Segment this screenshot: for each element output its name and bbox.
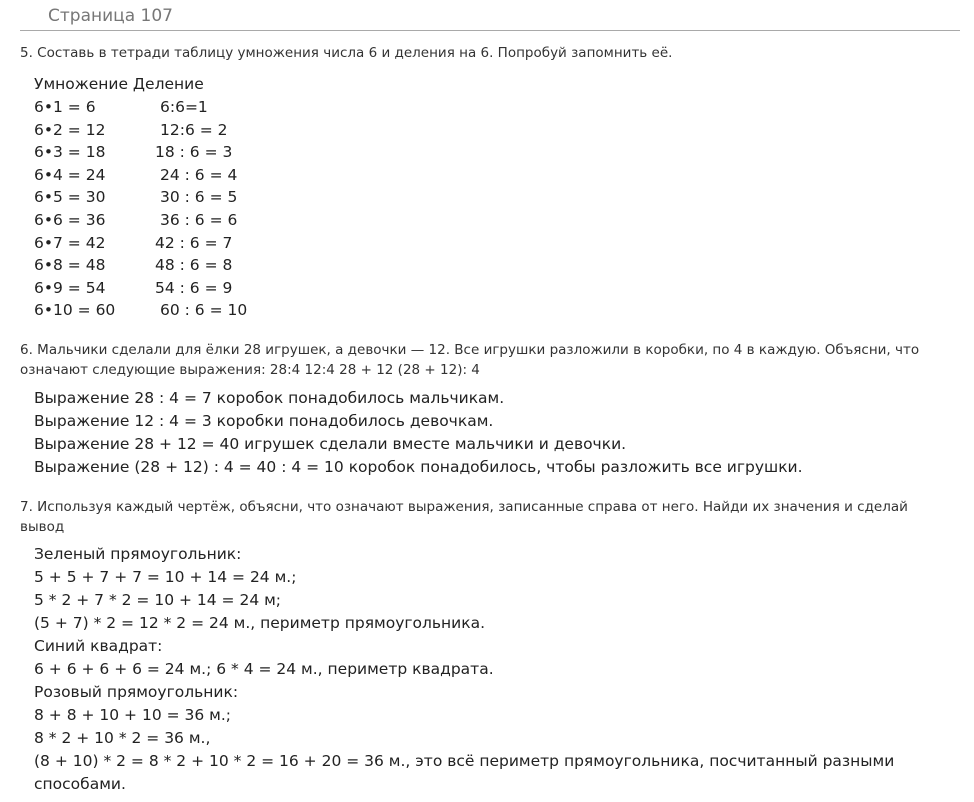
- page-header: [20, 0, 960, 31]
- multiplication-cell: 6•4 = 24: [34, 165, 106, 184]
- page-title: Страница 107: [48, 6, 173, 26]
- multiplication-cell: 6•10 = 60: [34, 301, 116, 320]
- division-cell: 42 : 6 = 7: [155, 233, 233, 252]
- task6-answers: [34, 387, 803, 479]
- table-row: [34, 96, 208, 119]
- division-cell: 30 : 6 = 5: [160, 188, 238, 207]
- division-cell: 18 : 6 = 3: [155, 143, 233, 162]
- division-cell: 12:6 = 2: [160, 120, 228, 139]
- table-row: [34, 254, 233, 277]
- answer-line: 5 + 5 + 7 + 7 = 10 + 14 = 24 м.;: [34, 568, 297, 586]
- table-row: [34, 141, 233, 164]
- answer-line: способами.: [34, 775, 126, 793]
- table-row: [34, 232, 233, 255]
- answer-line: (8 + 10) * 2 = 8 * 2 + 10 * 2 = 16 + 20 = 36 м., это всё периметр прямоугольника, посчитанный разными: [34, 752, 895, 770]
- division-cell: 6:6=1: [160, 98, 208, 116]
- table-row: [34, 277, 233, 300]
- table-row: [34, 164, 238, 187]
- answer-line: Выражение (28 + 12) : 4 = 40 : 4 = 10 коробок понадобилось, чтобы разложить все игрушки.: [34, 458, 803, 476]
- division-cell: 36 : 6 = 6: [160, 210, 238, 229]
- multiplication-cell: 6•9 = 54: [34, 278, 106, 297]
- table-row: [34, 299, 248, 322]
- task6-question: 6. Мальчики сделали для ёлки 28 игрушек, а девочки — 12. Все игрушки разложили в коробки, по 4 в каждую. Объясни, что означают следующие выражения: 28:4 12:4 28 + 12 (28 + 12): 4: [20, 342, 920, 378]
- answer-line: Зеленый прямоугольник:: [34, 545, 242, 563]
- table-header: Умножение Деление: [34, 75, 204, 93]
- task7-question: 7. Используя каждый чертёж, объясни, что означают выражения, записанные справа от него. Найди их значения и сделай вывод: [20, 499, 908, 535]
- multiplication-cell: 6•3 = 18: [34, 143, 106, 162]
- multiplication-cell: 6•6 = 36: [34, 210, 106, 229]
- multiplication-cell: 6•2 = 12: [34, 120, 106, 139]
- task7-answers: [34, 543, 894, 796]
- division-cell: 54 : 6 = 9: [155, 278, 233, 297]
- answer-line: (5 + 7) * 2 = 12 * 2 = 24 м., периметр прямоугольника.: [34, 614, 486, 632]
- answer-line: 5 * 2 + 7 * 2 = 10 + 14 = 24 м;: [34, 591, 282, 609]
- answer-line: Синий квадрат:: [34, 637, 163, 655]
- table-row: [34, 209, 238, 232]
- answer-line: Выражение 28 + 12 = 40 игрушек сделали вместе мальчики и девочки.: [34, 435, 627, 453]
- task5-question: 5. Составь в тетради таблицу умножения числа 6 и деления на 6. Попробуй запомнить её.: [20, 45, 673, 61]
- answer-line: 8 + 8 + 10 + 10 = 36 м.;: [34, 706, 232, 724]
- answer-line: Выражение 28 : 4 = 7 коробок понадобилось мальчикам.: [34, 389, 505, 407]
- table-row: [34, 119, 228, 142]
- multiplication-cell: 6•8 = 48: [34, 256, 106, 275]
- table-rows: [34, 96, 248, 322]
- division-cell: 24 : 6 = 4: [160, 165, 238, 184]
- division-cell: 48 : 6 = 8: [155, 256, 233, 275]
- answer-line: 6 + 6 + 6 + 6 = 24 м.; 6 * 4 = 24 м., периметр квадрата.: [34, 660, 494, 678]
- answer-line: 8 * 2 + 10 * 2 = 36 м.,: [34, 729, 211, 747]
- division-cell: 60 : 6 = 10: [160, 301, 248, 320]
- answer-line: Выражение 12 : 4 = 3 коробки понадобилось девочкам.: [34, 412, 494, 430]
- multiplication-cell: 6•7 = 42: [34, 233, 106, 252]
- task5-table: [34, 73, 248, 322]
- answer-line: Розовый прямоугольник:: [34, 683, 239, 701]
- multiplication-cell: 6•5 = 30: [34, 188, 106, 207]
- table-row: [34, 186, 238, 209]
- multiplication-cell: 6•1 = 6: [34, 98, 96, 116]
